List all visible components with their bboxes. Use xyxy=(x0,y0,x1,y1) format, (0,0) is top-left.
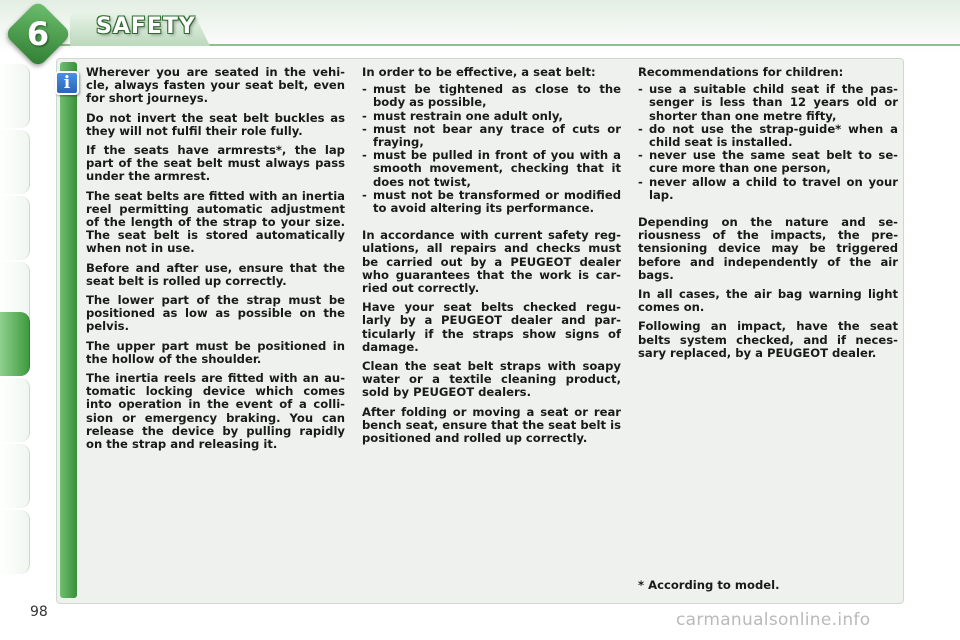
paragraph: Wherever you are seated in the vehi-cle, always fasten your seat belt, even for short journeys. xyxy=(86,65,345,106)
panel-accent-strip xyxy=(60,62,77,598)
side-tab-1[interactable] xyxy=(0,64,30,128)
effectiveness-list xyxy=(362,83,621,215)
list-item: - must restrain one adult only, xyxy=(362,110,621,123)
list-item: - use a suitable child seat if the pas-senger is less than 12 years old or shorter than one metre fifty, xyxy=(638,83,898,123)
list-item: - never use the same seat belt to se-cure more than one person, xyxy=(638,149,898,175)
paragraph: After folding or moving a seat or rear bench seat, ensure that the seat belt is positioned and rolled up correctly. xyxy=(362,404,621,446)
list-item: - must not be transformed or modified to avoid altering its performance. xyxy=(362,189,621,215)
watermark: carmanualsonline.info xyxy=(676,610,871,630)
info-icon: i xyxy=(55,71,79,95)
paragraph: Have your seat belts checked regu-larly by a PEUGEOT dealer and par-ticularly if the straps show signs of damage. xyxy=(362,300,621,354)
side-tab-8[interactable] xyxy=(0,510,30,574)
list-item: - never allow a child to travel on your lap. xyxy=(638,176,898,202)
page-number: 98 xyxy=(30,604,48,620)
intro-text: In order to be effective, a seat belt: xyxy=(362,65,596,79)
paragraph: Before and after use, ensure that the seat belt is rolled up correctly. xyxy=(86,260,345,288)
paragraph: In all cases, the air bag warning light comes on. xyxy=(638,287,898,315)
column-children xyxy=(638,66,898,366)
side-tab-3[interactable] xyxy=(0,196,30,260)
paragraph: The inertia reels are fitted with an au-tomatic locking device which comes into operation in the event of a colli-sion or emergency braking. You can release the device by pulling rapidly on the strap and releasing it. xyxy=(86,371,345,452)
paragraph: Do not invert the seat belt buckles as they will not fulfil their role fully. xyxy=(86,110,345,138)
paragraph: The lower part of the strap must be positioned as low as possible on the pelvis. xyxy=(86,293,345,334)
impact-paragraph xyxy=(638,216,898,282)
children-list xyxy=(638,83,898,202)
footnote: * According to model. xyxy=(638,578,780,592)
paragraph: Following an impact, have the seat belts system checked, and if neces-sary replaced, by a PEUGEOT dealer. xyxy=(638,319,898,360)
page-title: SAFETY xyxy=(96,14,196,39)
list-item: - must be pulled in front of you with a smooth movement, checking that it does not twist, xyxy=(362,149,621,189)
list-item: - must not bear any trace of cuts or fraying, xyxy=(362,123,621,149)
side-tab-6[interactable] xyxy=(0,378,30,442)
impact-lead: Depending on the nature and se-riousness of the impacts xyxy=(638,215,898,243)
column-general-advice xyxy=(86,66,345,457)
chapter-number: 6 xyxy=(26,15,50,53)
paragraph: Clean the seat belt straps with soapy water or a textile cleaning product, sold by PEUGEOT dealers. xyxy=(362,359,621,400)
side-tab-active[interactable] xyxy=(0,312,30,376)
column-effectiveness xyxy=(362,66,621,451)
paragraph: The seat belts are fitted with an inertia reel permitting automatic adjustment of the length of the strap to your size. The seat belt is stored automatically when not in use. xyxy=(86,188,345,256)
children-heading: Recommendations for children: xyxy=(638,65,844,79)
paragraph: In accordance with current safety reg-ulations, all repairs and checks must be carried out by a PEUGEOT dealer who guarantees that the work is car-ried out correctly. xyxy=(362,228,621,296)
side-tab-2[interactable] xyxy=(0,130,30,194)
side-tab-7[interactable] xyxy=(0,444,30,508)
impact-rest: , the pre-tensioning device may be triggered before and independently of the air bags. xyxy=(638,228,899,282)
list-item: - do not use the strap-guide* when a child seat is installed. xyxy=(638,123,898,149)
list-item: - must be tightened as close to the body as possible, xyxy=(362,83,621,109)
paragraph: If the seats have armrests*, the lap part of the seat belt must always pass under the armrest. xyxy=(86,143,345,184)
paragraph: The upper part must be positioned in the hollow of the shoulder. xyxy=(86,338,345,366)
